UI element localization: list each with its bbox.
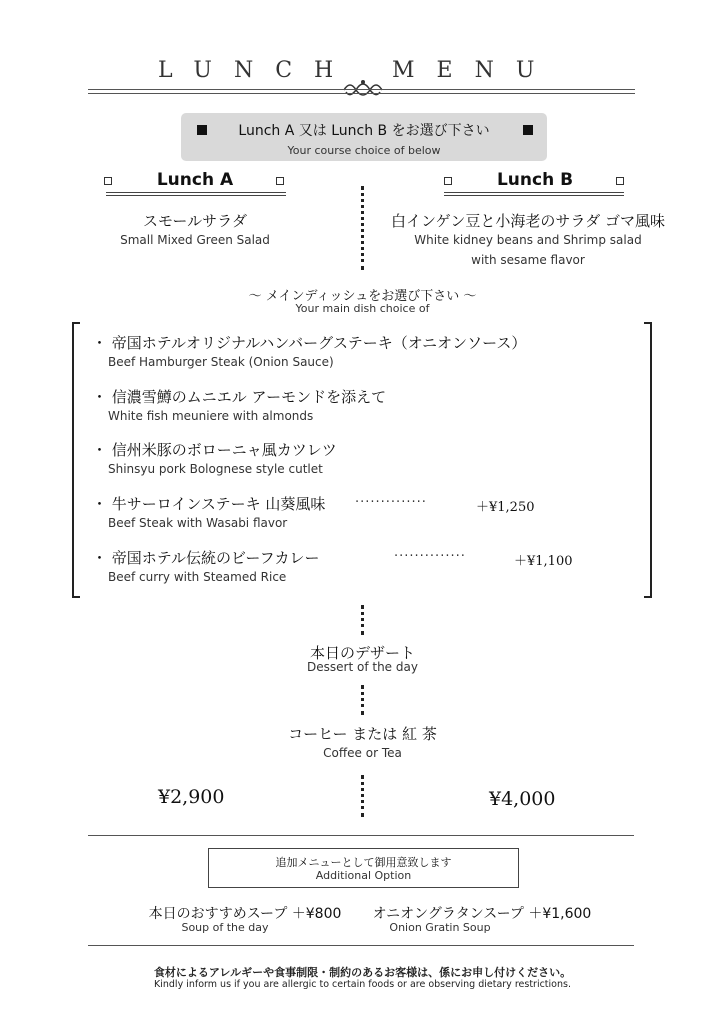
section-rule [88, 945, 634, 946]
lunch-a-rule [106, 192, 286, 193]
bracket-left [72, 322, 80, 598]
soup-2-jp: オニオングラタンスープ ＋¥1,600 [372, 906, 592, 922]
main-dish-heading-en: Your main dish choice of [295, 302, 430, 315]
main-item-5-extra: ＋¥1,100 [514, 554, 573, 569]
title-menu: MENU [392, 58, 557, 83]
main-item-4-en: Beef Steak with Wasabi flavor [108, 516, 288, 530]
main-item-2-en: White fish meuniere with almonds [108, 409, 314, 423]
leader-dots: ·············· [355, 495, 427, 510]
additional-en: Additional Option [315, 869, 412, 882]
main-item-3-jp: ・ 信州米豚のボローニャ風カツレツ [92, 441, 337, 459]
dessert-en: Dessert of the day [307, 660, 418, 674]
main-item-4-jp: ・ 牛サーロインステーキ 山葵風味 [92, 495, 326, 513]
main-item-1-en: Beef Hamburger Steak (Onion Sauce) [108, 355, 334, 369]
square-outline-icon [444, 177, 452, 185]
course-choice-jp: Lunch A 又は Lunch B をお選び下さい [238, 123, 490, 139]
divider-dotted [361, 186, 364, 270]
soup-1-en: Soup of the day [181, 921, 269, 934]
main-item-5-jp: ・ 帝国ホテル伝統のビーフカレー [92, 549, 320, 567]
main-item-5-en: Beef curry with Steamed Rice [108, 570, 287, 584]
title-lunch: LUNCH [158, 58, 356, 83]
bracket-right [644, 322, 652, 598]
dessert-jp: 本日のデザート [309, 644, 415, 662]
section-rule [88, 835, 634, 836]
main-dish-heading-jp: ～ メインディッシュをお選び下さい ～ [248, 289, 477, 304]
lunch-a-price: ¥2,900 [158, 786, 225, 808]
footer-jp: 食材によるアレルギーや食事制限・制約のあるお客様は、係にお申し付けください。 [153, 966, 572, 979]
main-item-2-jp: ・ 信濃雪鱒のムニエル アーモンドを添えて [92, 388, 387, 406]
footer-en: Kindly inform us if you are allergic to certain foods or are observing dietary restrictions. [154, 979, 571, 990]
lunch-b-salad-en-1: White kidney beans and Shrimp salad [414, 233, 642, 247]
square-outline-icon [616, 177, 624, 185]
divider-dotted [361, 685, 364, 715]
soup-1-jp: 本日のおすすめスープ ＋¥800 [148, 906, 342, 922]
lunch-a-label: Lunch A [156, 170, 234, 190]
lunch-b-salad-jp: 白インゲン豆と小海老のサラダ ゴマ風味 [390, 212, 666, 230]
lunch-a-salad-jp: スモールサラダ [143, 212, 247, 230]
drink-en: Coffee or Tea [323, 746, 402, 760]
additional-jp: 追加メニューとして御用意致します [275, 856, 452, 869]
title-rule-bottom [88, 93, 635, 94]
divider-dotted [361, 775, 364, 817]
main-item-4-extra: ＋¥1,250 [476, 500, 535, 515]
course-choice-en: Your course choice of below [287, 144, 441, 157]
square-outline-icon [104, 177, 112, 185]
divider-dotted [361, 605, 364, 635]
additional-option-box [208, 848, 519, 888]
lunch-b-rule-2 [444, 195, 624, 196]
drink-jp: コーヒー または 紅 茶 [288, 725, 437, 743]
lunch-b-rule [444, 192, 624, 193]
ornament-icon [340, 76, 386, 100]
main-item-1-jp: ・ 帝国ホテルオリジナルハンバーグステーキ（オニオンソース） [92, 334, 527, 352]
lunch-b-price: ¥4,000 [489, 788, 556, 810]
leader-dots: ·············· [394, 549, 466, 564]
lunch-a-salad-en: Small Mixed Green Salad [120, 233, 270, 247]
lunch-a-rule-2 [106, 195, 286, 196]
square-outline-icon [276, 177, 284, 185]
soup-2-en: Onion Gratin Soup [389, 921, 491, 934]
lunch-b-label: Lunch B [496, 170, 574, 190]
lunch-b-salad-en-2: with sesame flavor [471, 253, 585, 267]
course-choice-box [181, 113, 547, 161]
title-rule-top [88, 89, 635, 90]
main-item-3-en: Shinsyu pork Bolognese style cutlet [108, 462, 323, 476]
